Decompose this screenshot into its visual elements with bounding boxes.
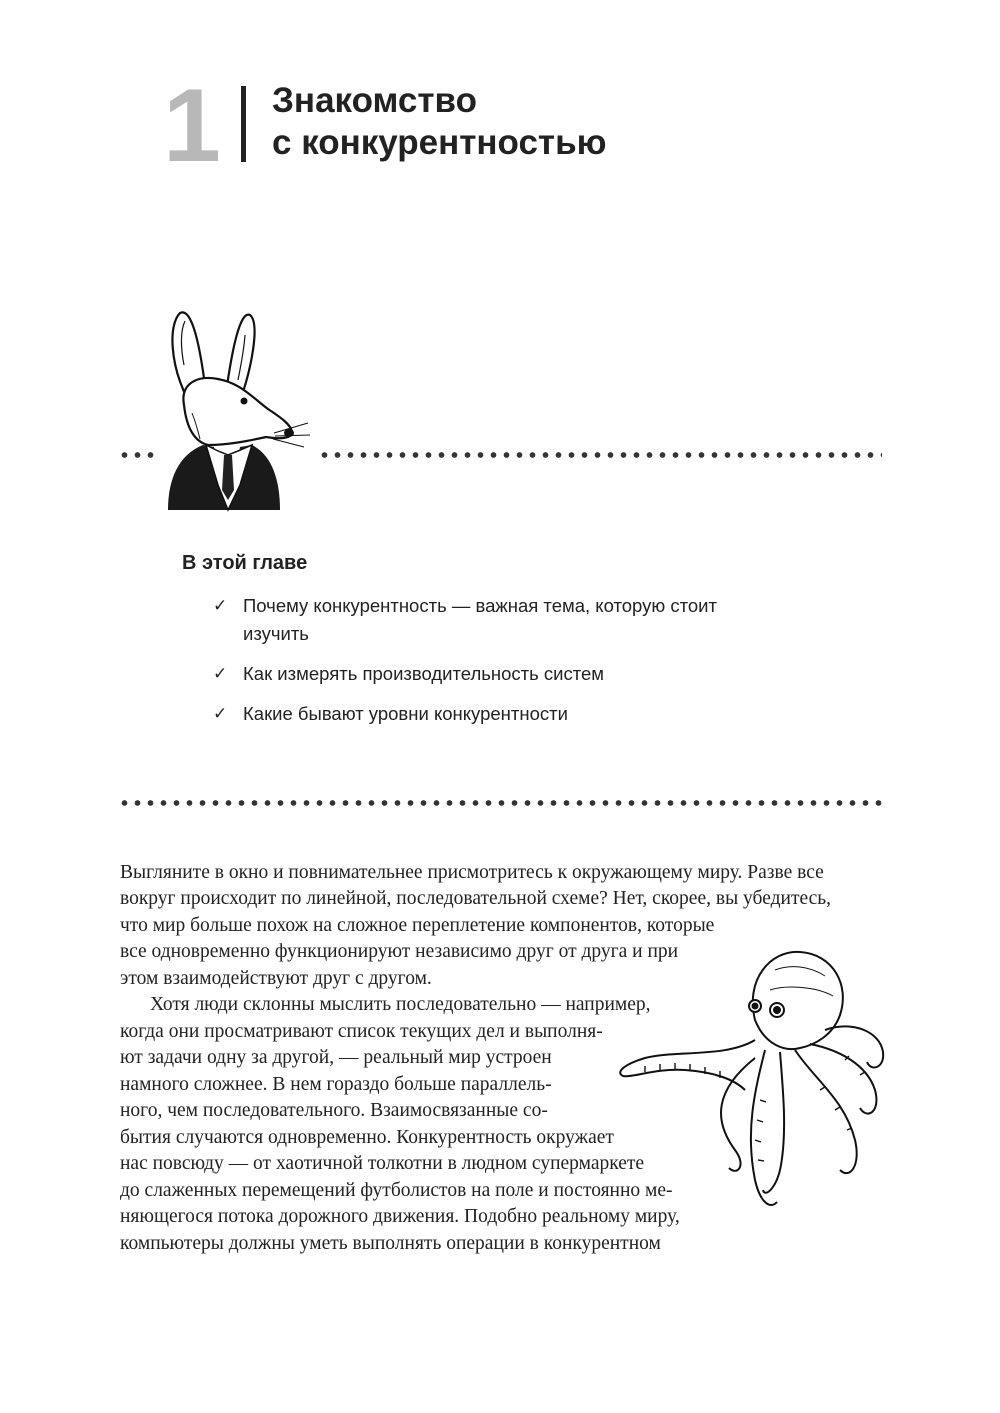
- topic-item: [213, 700, 813, 728]
- body-line: все одновременно функционируют независимо друг от друга и при: [120, 941, 679, 962]
- topic-item: [213, 592, 813, 648]
- chapter-topics-list: [213, 592, 813, 728]
- body-line: до слаженных перемещений футболистов на поле и постоянно ме-: [120, 1180, 673, 1201]
- body-line: ного, чем последовательного. Взаимосвязанные со-: [120, 1100, 548, 1121]
- topic-text-line: Как измерять производительность систем: [243, 663, 605, 684]
- body-line: ют задачи одну за другой, — реальный мир устроен: [120, 1047, 552, 1068]
- body-line: бытия случаются одновременно. Конкурентность окружает: [120, 1127, 614, 1148]
- topic-text-line: изучить: [243, 623, 309, 644]
- chapter-divider: [241, 86, 246, 162]
- topic-text-line: Какие бывают уровни конкурентности: [243, 703, 568, 724]
- body-line: няющегося потока дорожного движения. Подобно реальному миру,: [120, 1206, 680, 1227]
- body-line: Хотя люди склонны мыслить последовательно — например,: [150, 994, 651, 1015]
- checkmark-icon: ✓: [213, 596, 228, 616]
- body-line: когда они просматривают список текущих дел и выполня-: [120, 1021, 603, 1042]
- octopus-illustration: [605, 940, 895, 1215]
- body-line: Выгляните в окно и повнимательнее присмотритесь к окружающему миру. Разве все: [120, 862, 824, 883]
- checkmark-icon: ✓: [213, 704, 228, 724]
- topic-text-line: Почему конкурентность — важная тема, которую стоит: [243, 595, 717, 616]
- body-line: намного сложнее. В нем гораздо больше параллель-: [120, 1074, 552, 1095]
- body-line: этом взаимодействуют друг с другом.: [120, 968, 432, 989]
- chapter-number: 1: [163, 68, 221, 184]
- body-line: что мир больше похож на сложное переплетение компонентов, которые: [120, 915, 715, 936]
- checkmark-icon: ✓: [213, 664, 228, 684]
- dotted-separator-top-left: [118, 450, 158, 460]
- topic-item: [213, 660, 813, 688]
- in-this-chapter-heading: В этой главе: [182, 552, 308, 574]
- chapter-title: [272, 80, 606, 164]
- dotted-separator-top-right: [318, 450, 882, 460]
- chapter-title-line-2: с конкурентностью: [272, 123, 607, 162]
- dotted-separator-bottom: [118, 798, 882, 808]
- body-line: нас повсюду — от хаотичной толкотни в людном супермаркете: [120, 1153, 645, 1174]
- chapter-title-line-1: Знакомство: [272, 81, 477, 120]
- rabbit-mascot-illustration: [148, 305, 318, 515]
- body-line: вокруг происходит по линейной, последовательной схеме? Нет, скорее, вы убедитесь,: [120, 888, 832, 909]
- body-line: компьютеры должны уметь выполнять операции в конкурентном: [120, 1233, 661, 1254]
